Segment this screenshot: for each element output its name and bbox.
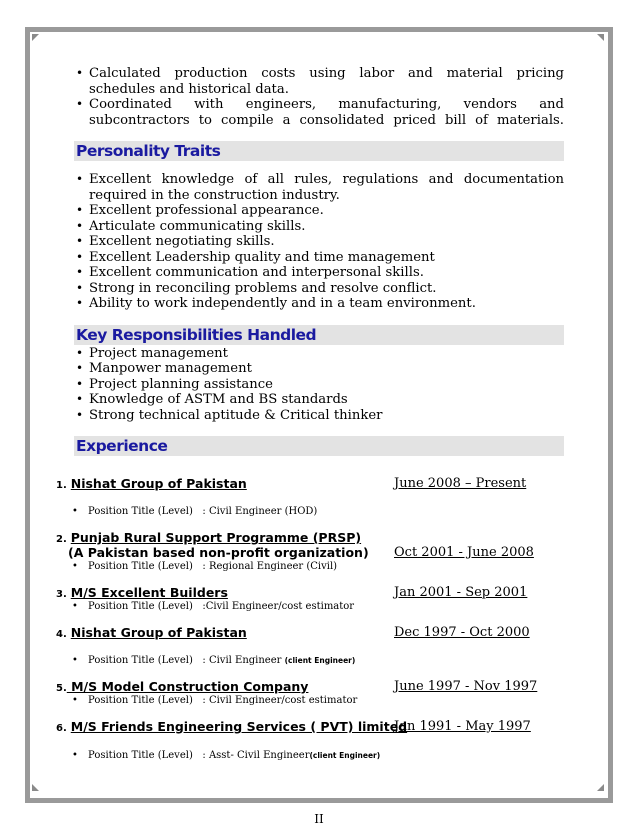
entry-number: 4. <box>56 629 67 640</box>
position-label: Position Title (Level) <box>88 695 193 706</box>
position-line <box>76 655 355 666</box>
corner-bottom-left-icon <box>32 784 39 791</box>
entry-date: Dec 1997 - Oct 2000 <box>394 625 530 640</box>
company-name: M/S Excellent Builders <box>70 585 228 600</box>
position-label: Position Title (Level) <box>88 601 193 612</box>
list-item: • Knowledge of ASTM and BS standards <box>74 392 564 408</box>
page-border-left <box>25 27 30 803</box>
position-line <box>76 601 354 612</box>
company-name: Nishat Group of Pakistan <box>70 476 247 491</box>
list-item: • Excellent communication and interpersonal skills. <box>74 265 564 281</box>
intro-bullet-list <box>74 66 564 128</box>
page-border-top <box>25 27 613 32</box>
position-role: : Regional Engineer (Civil) <box>202 561 338 572</box>
responsibilities-list <box>74 346 564 424</box>
position-role: : Civil Engineer/cost estimator <box>202 695 358 706</box>
position-label: Position Title (Level) <box>88 655 193 666</box>
entry-number: 6. <box>56 723 67 734</box>
entry-date: Jan 1991 - May 1997 <box>394 719 531 734</box>
position-line <box>76 695 357 706</box>
list-item: • Strong in reconciling problems and resolve conflict. <box>74 281 564 297</box>
entry-number: 5. <box>56 683 67 694</box>
position-line <box>76 506 317 517</box>
corner-bottom-right-icon <box>597 784 604 791</box>
entry-date: June 1997 - Nov 1997 <box>394 679 538 694</box>
list-item: • Excellent Leadership quality and time management <box>74 250 564 266</box>
company-subtitle: (A Pakistan based non-profit organization) <box>68 545 369 560</box>
corner-top-right-icon <box>597 34 604 41</box>
position-label: Position Title (Level) <box>88 561 193 572</box>
entry-date: Oct 2001 - June 2008 <box>394 545 534 560</box>
list-item: • Calculated production costs using labor and material pricing schedules and historical data. <box>74 66 564 97</box>
personality-list <box>74 172 564 312</box>
company-name: Nishat Group of Pakistan <box>70 625 247 640</box>
page-border-bottom <box>25 798 613 803</box>
list-item: • Project planning assistance <box>74 377 564 393</box>
page-number: II <box>314 812 324 826</box>
list-item: • Manpower management <box>74 361 564 377</box>
list-item: • Excellent knowledge of all rules, regulations and documentation required in the construction industry. <box>74 172 564 203</box>
position-role: : Asst- Civil Engineer <box>202 750 310 761</box>
entry-date: June 2008 – Present <box>394 476 527 491</box>
position-label: Position Title (Level) <box>88 750 193 761</box>
corner-top-left-icon <box>32 34 39 41</box>
section-heading-personality: Personality Traits <box>74 141 564 161</box>
company-name: Punjab Rural Support Programme (PRSP) <box>70 530 362 545</box>
entry-number: 3. <box>56 589 67 600</box>
position-label: Position Title (Level) <box>88 506 193 517</box>
position-role: : Civil Engineer (HOD) <box>202 506 318 517</box>
section-heading-experience: Experience <box>74 436 564 456</box>
list-item: • Excellent professional appearance. <box>74 203 564 219</box>
entry-number: 1. <box>56 480 67 491</box>
entry-date: Jan 2001 - Sep 2001 <box>394 585 528 600</box>
company-name: M/S Model Construction Company <box>66 679 309 694</box>
position-note: (client Engineer) <box>309 751 381 760</box>
list-item: • Articulate communicating skills. <box>74 219 564 235</box>
company-name: M/S Friends Engineering Services ( PVT) limited <box>70 719 408 734</box>
entry-number: 2. <box>56 534 67 545</box>
position-role: : Civil Engineer <box>202 655 282 666</box>
experience-entry <box>56 530 556 545</box>
list-item: • Strong technical aptitude & Critical thinker <box>74 408 564 424</box>
page-border-right <box>608 27 613 803</box>
position-line <box>76 750 380 761</box>
list-item: • Coordinated with engineers, manufacturing, vendors and subcontractors to compile a consolidated priced bill of materials. <box>74 97 564 128</box>
resume-body <box>74 66 564 467</box>
position-note: (client Engineer) <box>284 656 356 665</box>
list-item: • Excellent negotiating skills. <box>74 234 564 250</box>
list-item: • Ability to work independently and in a team environment. <box>74 296 564 312</box>
list-item: • Project management <box>74 346 564 362</box>
position-role: :Civil Engineer/cost estimator <box>202 601 355 612</box>
section-heading-responsibilities: Key Responsibilities Handled <box>74 325 564 345</box>
position-line <box>76 561 337 572</box>
